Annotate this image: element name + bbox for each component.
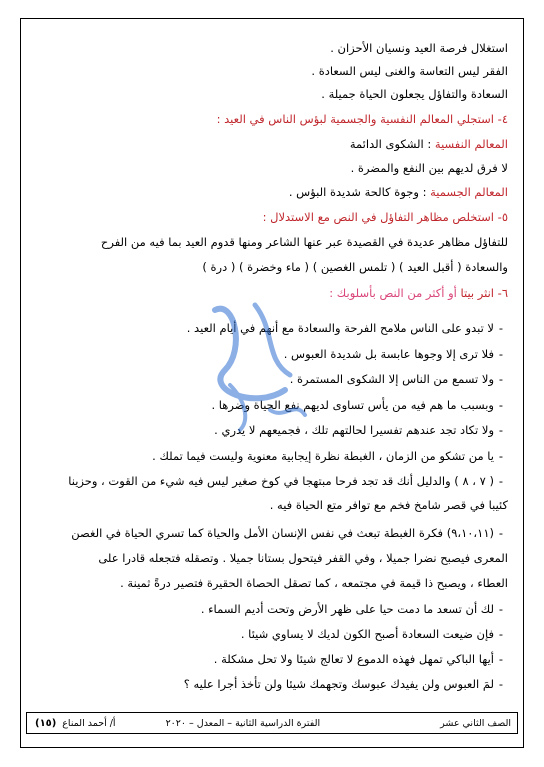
page-number: (١٥) bbox=[35, 717, 57, 729]
psych-line bbox=[26, 136, 508, 152]
phys-text: : وجوة كالحة شديدة البؤس . bbox=[288, 185, 427, 199]
footer-term: الفترة الدراسية الثانية – المعدل – ٢٠٢٠ bbox=[165, 717, 321, 729]
question-5: ٥- استخلص مظاهر التفاؤل في النص مع الاستدلال : bbox=[262, 210, 508, 224]
paragraph-2c: العطاء ، ويصبح ذا قيمة في مجتمعه ، كما تصقل الحصاة الحقيرة فتصير درةً ثمينة . bbox=[120, 576, 508, 590]
watermark-signature bbox=[195, 290, 315, 440]
paragraph-1b: كئيبا في قصر شامخ فخم مع توافر متع الحياة فيه . bbox=[269, 498, 508, 512]
bullet-item: -فلا ترى إلا وجوها عابسة بل شديدة العبوس . bbox=[283, 347, 504, 361]
bullet-item: -ولا تكاد تجد عندهم تفسيرا لحالتهم تلك ، فجميعهم لا يدري . bbox=[214, 423, 504, 437]
bullet-item: -يا من تشكو من الزمان ، الغبطة نظرة إيجابية معنوية وليست فيما تملك . bbox=[152, 449, 504, 463]
bullet-item: -لك أن تسعد ما دمت حيا على ظهر الأرض وتحت أديم السماء . bbox=[200, 602, 504, 616]
psych-text: : الشكوى الدائمة bbox=[349, 137, 432, 151]
q5-answer-2: والسعادة ( أقبل العيد ) ( تلمس الغصين ) ( ماء وخضرة ) ( درة ) bbox=[202, 260, 508, 274]
q6-rest: أو أكثر من النص بأسلوبك : bbox=[329, 286, 457, 300]
phys-label: المعالم الجسمية bbox=[430, 185, 508, 199]
psych-label: المعالم النفسية bbox=[434, 137, 508, 151]
question-4: ٤- استجلي المعالم النفسية والجسمية لبؤس الناس في العيد : bbox=[216, 112, 508, 126]
paragraph-2a: -(٩،١٠،١١) فكرة الغبطة تبعث في نفس الإنسان الأمل والحياة كما تسري الحياة في الغصن bbox=[71, 526, 504, 540]
psych-line-2: لا فرق لديهم بين النفع والمضرة . bbox=[350, 161, 508, 175]
footer-author: أ/ أحمد المناع bbox=[62, 717, 116, 729]
bullet-item: -لا تبدو على الناس ملامح الفرحة والسعادة مع أنهم في أيام العيد . bbox=[186, 321, 504, 335]
q5-answer-1: للتفاؤل مظاهر عديدة في القصيدة عبر عنها الشاعر ومنها قدوم العيد بما فيه من الفرح bbox=[100, 235, 508, 249]
bullet-item: -فإن ضيعت السعادة أصبح الكون لديك لا يساوي شيئا . bbox=[240, 627, 504, 641]
paragraph-1a: -( ٧ ، ٨ ) والدليل أنك قد تجد فرحا مبتهجا في كوخ صغير ليس فيه شيء من القوت ، وحزينا bbox=[68, 474, 504, 488]
bullet-item: -أيها الباكي تمهل فهذه الدموع لا تعالج شيئا ولا تحل مشكلة . bbox=[213, 652, 504, 666]
bullet-item: -وبسبب ما هم فيه من يأس تساوى لديهم نفع الحياة وضرها . bbox=[211, 398, 504, 412]
text-line: الفقر ليس التعاسة والغنى ليس السعادة . bbox=[311, 64, 508, 78]
footer-grade: الصف الثاني عشر bbox=[440, 717, 511, 729]
paragraph-2b: المعرى فيصبح نضرا جميلا ، وفي القفر فيتحول بستانا جميلا . وتصقله فتجعله قادرا على bbox=[98, 551, 508, 565]
page-footer bbox=[26, 712, 518, 734]
text-line: السعادة والتفاؤل يجعلون الحياة جميلة . bbox=[321, 87, 508, 101]
phys-line bbox=[26, 184, 508, 200]
text-line: استغلال فرصة العيد ونسيان الأحزان . bbox=[330, 41, 508, 55]
bullet-item: -ولا تسمع من الناس إلا الشكوى المستمرة . bbox=[289, 372, 504, 386]
bullet-item: -لمَ العبوس ولن يفيدك عبوسك وتجهمك شيئا ولن تأخذ أجرا عليه ؟ bbox=[183, 677, 504, 691]
q6-label: ٦- انثر بيتا bbox=[460, 286, 508, 300]
